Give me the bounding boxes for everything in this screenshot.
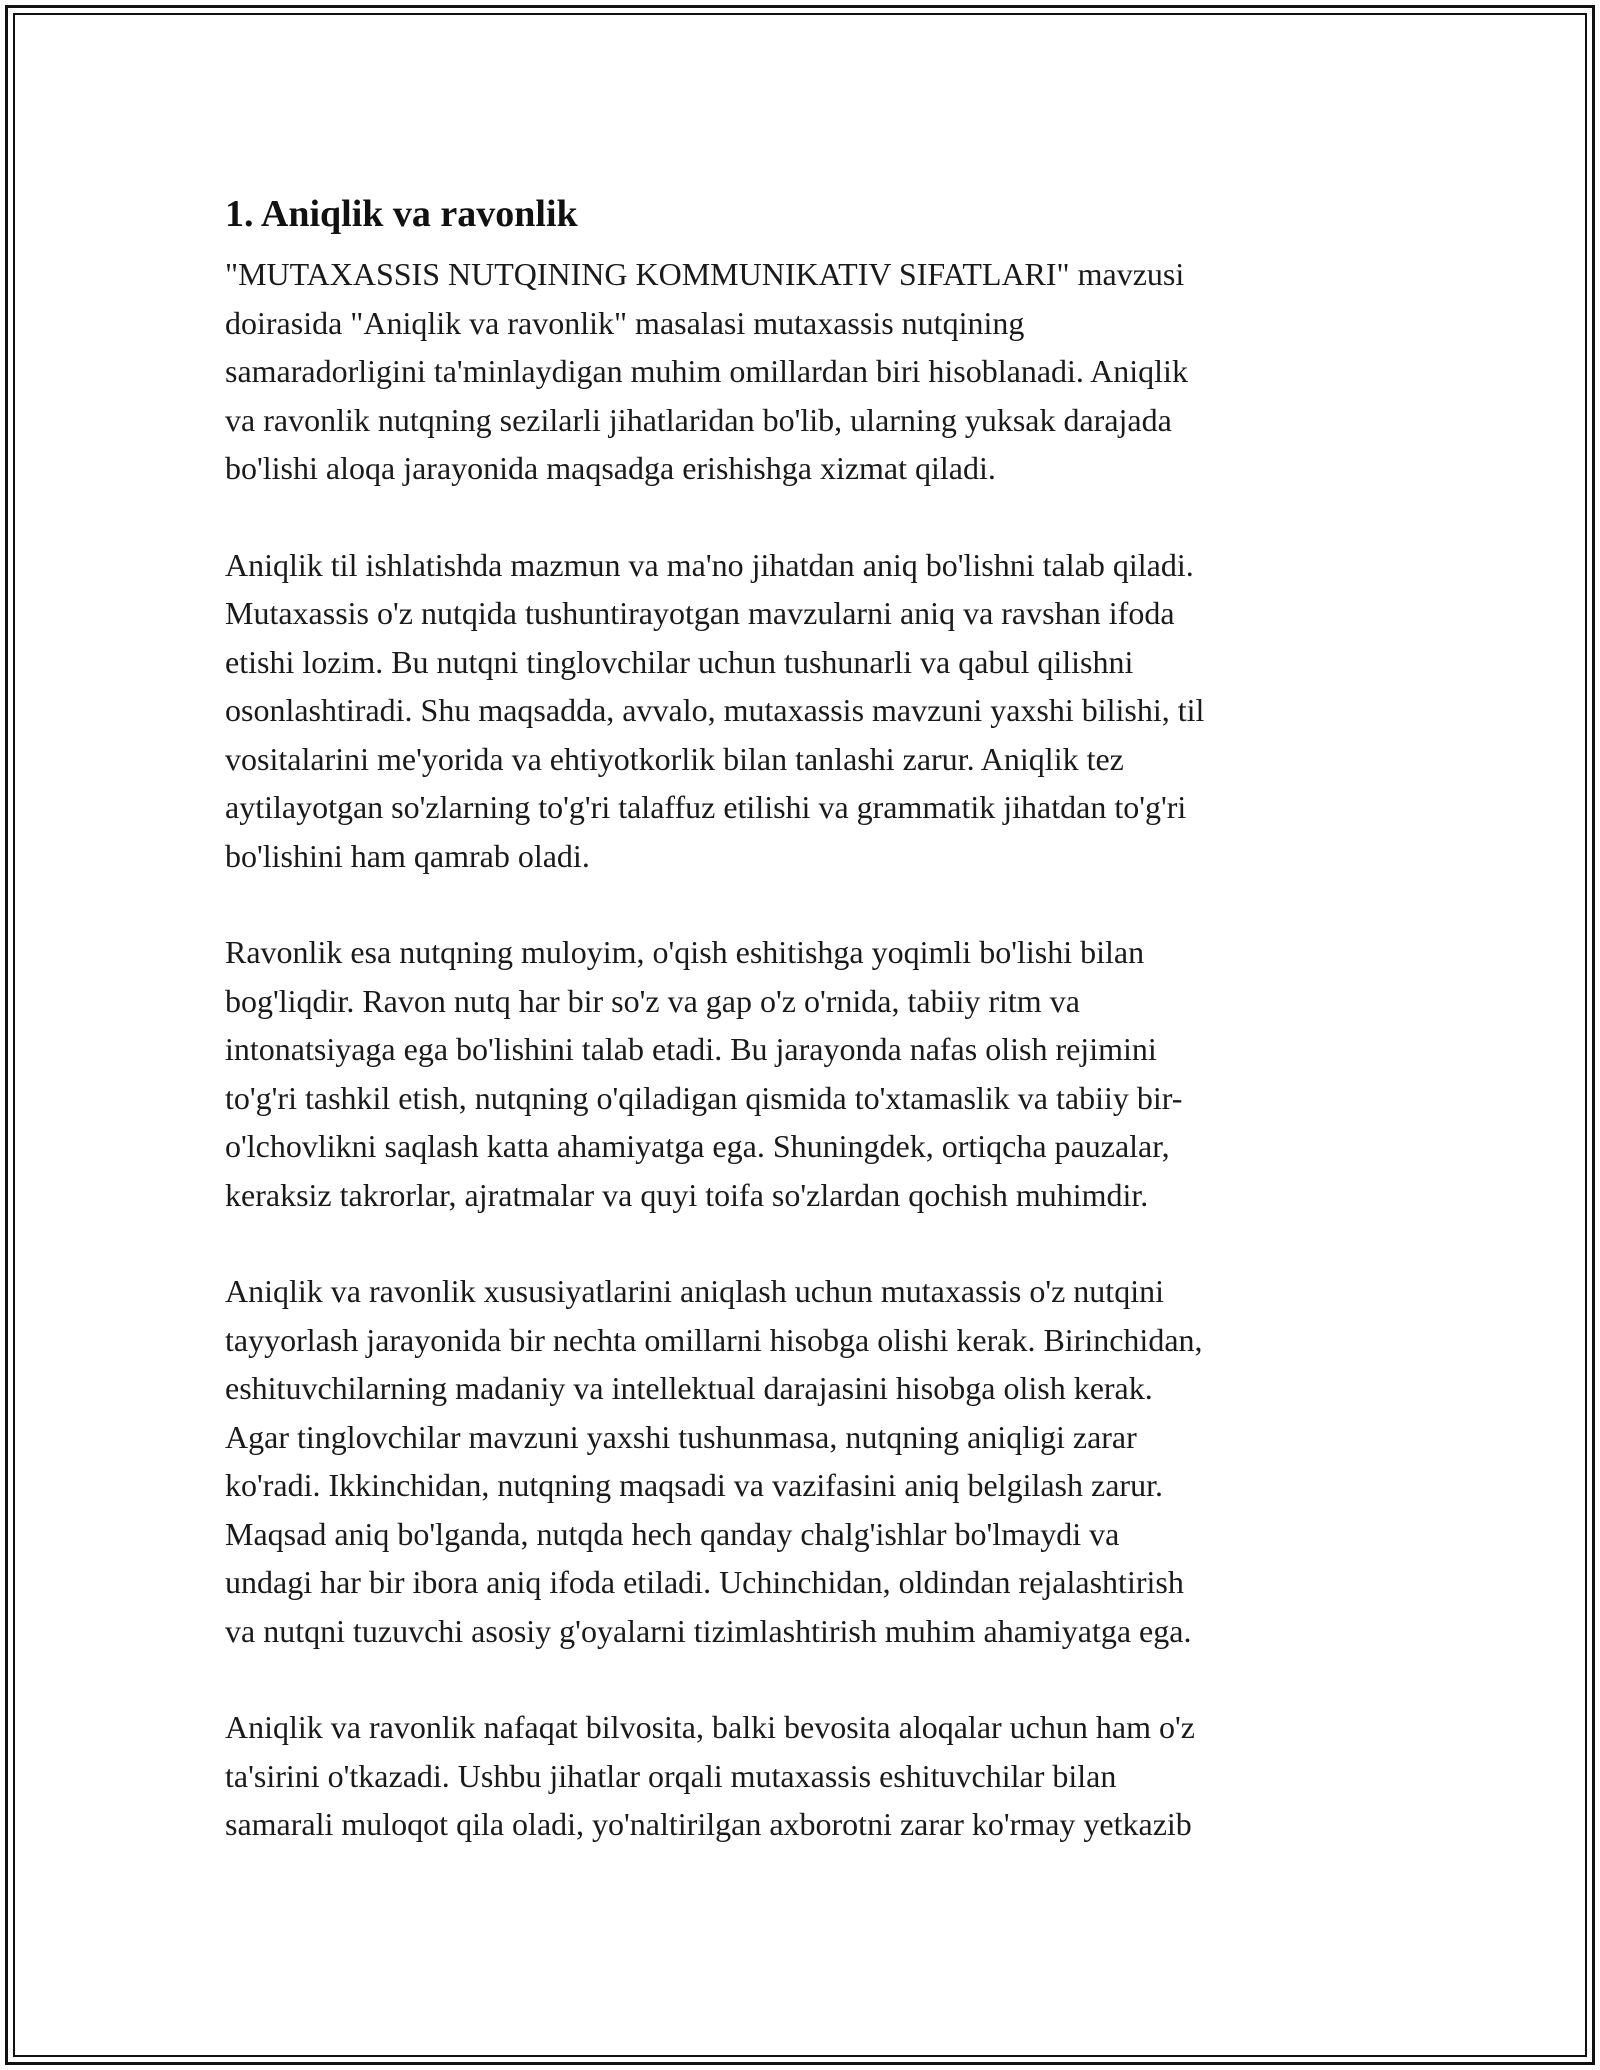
text-line: intonatsiyaga ega bo'lishini talab etadi. Bu jarayonda nafas olish rejimini	[225, 1031, 1157, 1067]
text-line: samarali muloqot qila oladi, yo'naltirilgan axborotni zarar ko'rmay yetkazib	[225, 1806, 1192, 1842]
text-line: eshituvchilarning madaniy va intellektual darajasini hisobga olish kerak.	[225, 1370, 1153, 1406]
text-line: Aniqlik va ravonlik nafaqat bilvosita, balki bevosita aloqalar uchun ham o'z	[225, 1709, 1195, 1745]
document-body	[225, 184, 1365, 1897]
text-line: Aniqlik va ravonlik xususiyatlarini aniqlash uchun mutaxassis o'z nutqini	[225, 1273, 1164, 1309]
section-heading: 1. Aniqlik va ravonlik	[225, 193, 578, 235]
text-line: "MUTAXASSIS NUTQINING KOMMUNIKATIV SIFATLARI" mavzusi	[225, 256, 1185, 292]
text-line: keraksiz takrorlar, ajratmalar va quyi toifa so'zlardan qochish muhimdir.	[225, 1176, 1149, 1213]
text-line: Maqsad aniq bo'lganda, nutqda hech qanday chalg'ishlar bo'lmaydi va	[225, 1515, 1120, 1552]
text-line: to'g'ri tashkil etish, nutqning o'qiladigan qismida to'xtamaslik va tabiiy bir-	[225, 1079, 1183, 1116]
text-line: bo'lishini ham qamrab oladi.	[225, 837, 590, 874]
paragraph-aniqlik	[225, 541, 1365, 881]
text-line: samaradorligini ta'minlaydigan muhim omillardan biri hisoblanadi. Aniqlik	[225, 353, 1188, 389]
paragraph-conclusion	[225, 1703, 1365, 1849]
text-line: ko'radi. Ikkinchidan, nutqning maqsadi va vazifasini aniq belgilash zarur.	[225, 1467, 1163, 1503]
text-line: Ravonlik esa nutqning muloyim, o'qish eshitishga yoqimli bo'lishi bilan	[225, 934, 1145, 970]
text-line: vositalarini me'yorida va ehtiyotkorlik bilan tanlashi zarur. Aniqlik tez	[225, 740, 1124, 777]
text-line: va ravonlik nutqning sezilarli jihatlaridan bo'lib, ularning yuksak darajada	[225, 401, 1172, 438]
paragraph-ravonlik	[225, 928, 1365, 1219]
text-line: osonlashtiradi. Shu maqsadda, avvalo, mutaxassis mavzuni yaxshi bilishi, til	[225, 692, 1205, 728]
text-line: bog'liqdir. Ravon nutq har bir so'z va gap o'z o'rnida, tabiiy ritm va	[225, 982, 1080, 1019]
text-line: Mutaxassis o'z nutqida tushuntirayotgan mavzularni aniq va ravshan ifoda	[225, 595, 1175, 631]
text-line: o'lchovlikni saqlash katta ahamiyatga ega. Shuningdek, ortiqcha pauzalar,	[225, 1128, 1170, 1164]
text-line: va nutqni tuzuvchi asosiy g'oyalarni tizimlashtirish muhim ahamiyatga ega.	[225, 1612, 1192, 1649]
text-line: aytilayotgan so'zlarning to'g'ri talaffuz etilishi va grammatik jihatdan to'g'ri	[225, 789, 1187, 825]
text-line: Agar tinglovchilar mavzuni yaxshi tushunmasa, nutqning aniqligi zarar	[225, 1418, 1137, 1455]
text-line: bo'lishi aloqa jarayonida maqsadga erishishga xizmat qiladi.	[225, 450, 996, 486]
text-line: etishi lozim. Bu nutqni tinglovchilar uchun tushunarli va qabul qilishni	[225, 643, 1134, 680]
paragraph-intro	[225, 250, 1365, 493]
text-line: ta'sirini o'tkazadi. Ushbu jihatlar orqali mutaxassis eshituvchilar bilan	[225, 1757, 1117, 1794]
text-line: tayyorlash jarayonida bir nechta omillarni hisobga olishi kerak. Birinchidan,	[225, 1321, 1203, 1358]
text-line: undagi har bir ibora aniq ifoda etiladi. Uchinchidan, oldindan rejalashtirish	[225, 1564, 1184, 1600]
text-line: doirasida "Aniqlik va ravonlik" masalasi mutaxassis nutqining	[225, 304, 1025, 341]
text-line: Aniqlik til ishlatishda mazmun va ma'no jihatdan aniq bo'lishni talab qiladi.	[225, 546, 1194, 583]
paragraph-factors	[225, 1267, 1365, 1655]
